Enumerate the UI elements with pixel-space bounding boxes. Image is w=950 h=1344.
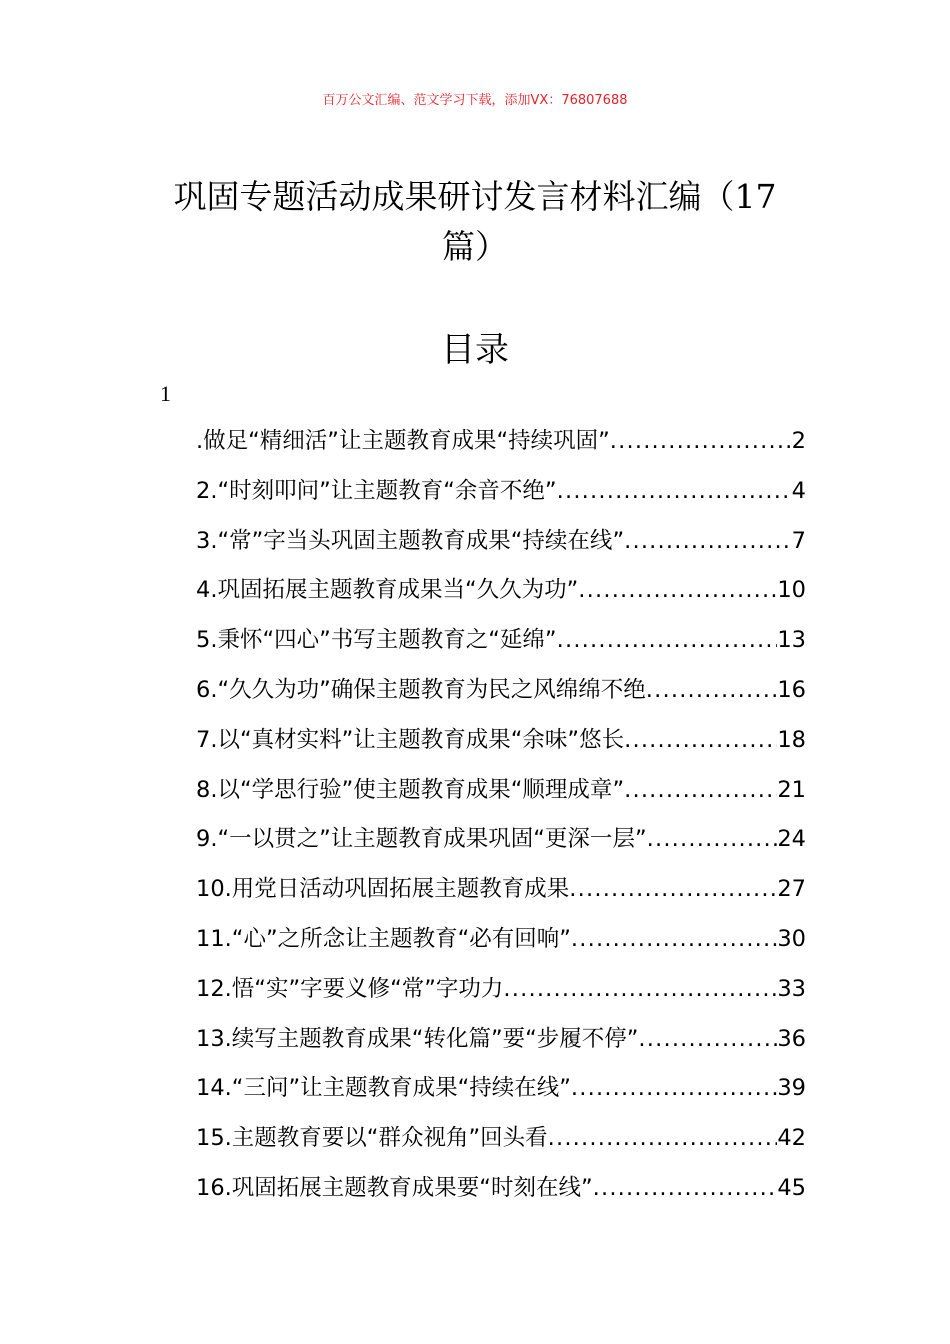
toc-page-number: 18 [777,726,806,753]
toc-entry[interactable] [196,672,806,722]
toc-dot-leader [503,976,777,1002]
toc-entry-title: 10.用党日活动巩固拓展主题教育成果 [196,876,570,903]
toc-page-number: 27 [777,876,806,903]
toc-page-number: 42 [777,1125,806,1152]
toc-page-number: 16 [777,676,806,703]
toc-entry-title: 3.“常”字当头巩固主题教育成果“持续在线” [196,527,625,554]
toc-entry-title: 9.“一以贯之”让主题教育成果巩固“更深一层” [196,826,647,853]
toc-entry[interactable] [196,772,806,822]
toc-entry-title: .做足“精细活”让主题教育成果“持续巩固” [196,428,610,454]
toc-entry[interactable] [196,1021,806,1071]
toc-dot-leader [578,577,777,603]
toc-page-number: 4 [791,477,806,504]
toc-page-number: 24 [777,826,806,853]
toc-page-number: 7 [791,527,806,554]
toc-page-number: 2 [791,428,806,454]
toc-dot-leader [557,478,792,504]
title-text-continued: 篇） [442,227,508,266]
toc-dot-leader [571,926,777,952]
toc-entry[interactable] [196,871,806,921]
toc-page-number: 10 [777,577,806,604]
toc-entry-title: 4.巩固拓展主题教育成果当“久久为功” [196,577,579,604]
toc-entry-title: 12.悟“实”字要义修“常”字功力 [196,975,504,1002]
toc-page-number: 45 [777,1174,806,1201]
toc-entry-title: 7.以“真材实料”让主题教育成果“余味”悠长 [196,726,625,753]
toc-entry[interactable] [196,821,806,871]
toc-dot-leader [569,876,777,902]
toc-page-number: 33 [777,975,806,1002]
toc-entry[interactable] [196,622,806,672]
toc-entry-title: 14.“三问”让主题教育成果“持续在线” [196,1075,571,1102]
toc-dot-leader [646,677,778,703]
toc-entry[interactable] [196,523,806,573]
toc-page-number: 36 [777,1025,806,1052]
toc-dot-leader [593,1175,778,1201]
document-title [140,172,810,272]
toc-entry[interactable] [196,572,806,622]
toc-section-marker: 1 [160,381,171,406]
toc-page-number: 30 [777,925,806,952]
toc-entry-title: 8.以“学思行验”使主题教育成果“顺理成章” [196,776,625,803]
toc-entry-title: 2.“时刻叩问”让主题教育“余音不绝” [196,477,557,504]
toc-entry[interactable] [196,971,806,1021]
toc-entry[interactable] [196,722,806,772]
toc-entry-title: 15.主题教育要以“群众视角”回头看 [196,1125,548,1152]
toc-dot-leader [647,826,778,852]
title-count: 17 [734,177,777,216]
toc-dot-leader [624,528,792,554]
toc-heading: 目录 [441,330,509,370]
toc-dot-leader [624,777,777,803]
toc-entry[interactable] [196,423,806,473]
toc-dot-leader [610,428,792,454]
toc-dot-leader [571,1075,777,1101]
toc-dot-leader [624,727,777,753]
toc-dot-leader [638,1026,777,1052]
toc-entry-title: 5.秉怀“四心”书写主题教育之“延绵” [196,627,557,654]
toc-page-number: 39 [777,1075,806,1102]
toc-entry-title: 11.“心”之所念让主题教育“必有回响” [196,925,571,952]
toc-page-number: 13 [777,627,806,654]
toc-entry-title: 13.续写主题教育成果“转化篇”要“步履不停” [196,1025,639,1052]
header-watermark-note: 百万公文汇编、范文学习下载，添加VX：76807688 [322,93,628,108]
toc-entry[interactable] [196,1120,806,1170]
title-text: 巩固专题活动成果研讨发言材料汇编（ [173,177,735,216]
toc-entry[interactable] [196,1070,806,1120]
toc-entry-title: 6.“久久为功”确保主题教育为民之风绵绵不绝 [196,676,646,703]
toc-entry[interactable] [196,473,806,523]
toc-page-number: 21 [777,776,806,803]
toc-entry-title: 16.巩固拓展主题教育成果要“时刻在线” [196,1174,593,1201]
toc-entry[interactable] [196,921,806,971]
table-of-contents [196,423,806,1220]
toc-dot-leader [548,1125,778,1151]
toc-entry[interactable] [196,1170,806,1220]
toc-dot-leader [557,627,778,653]
